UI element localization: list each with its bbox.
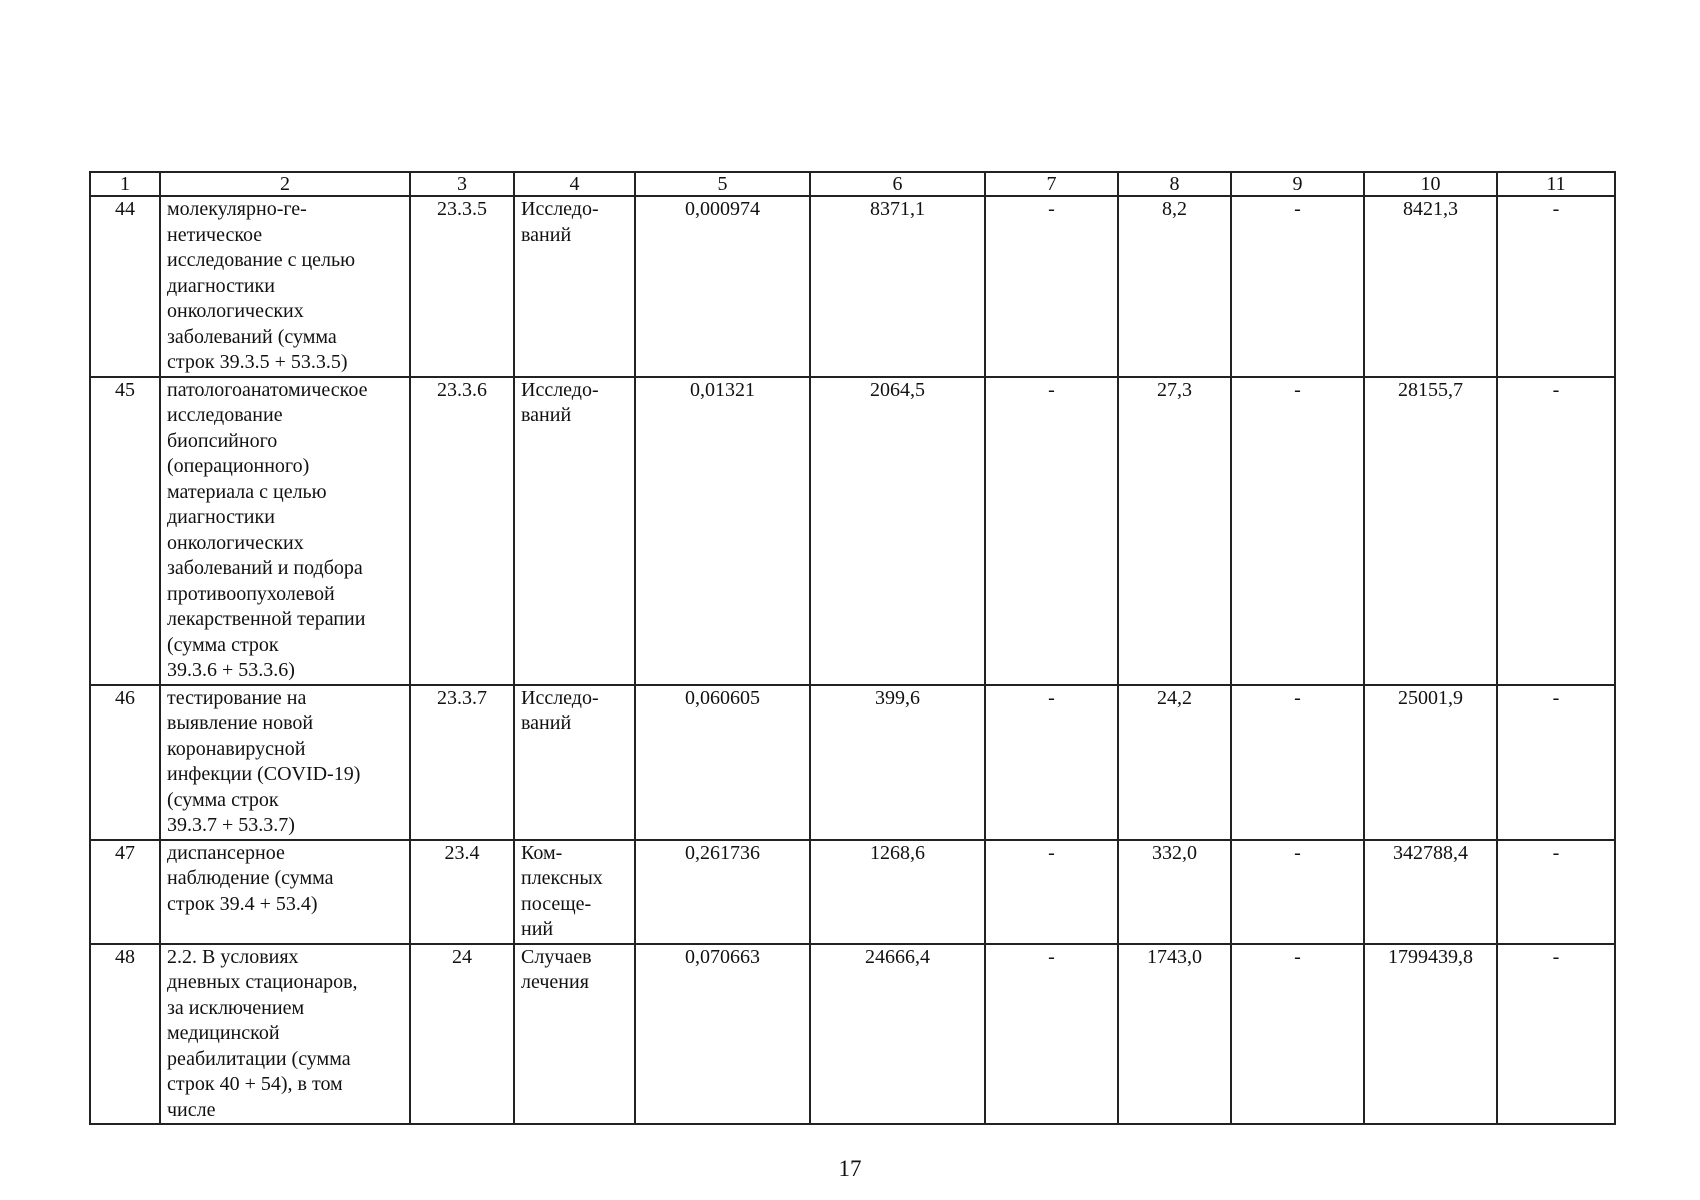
column-11-cell: - — [1497, 840, 1615, 944]
column-11-cell: - — [1497, 685, 1615, 840]
column-9-cell: - — [1231, 840, 1364, 944]
row-code-cell: 24 — [410, 944, 514, 1125]
column-10-cell: 1799439,8 — [1364, 944, 1497, 1125]
header-cell: 3 — [410, 172, 514, 196]
column-9-cell: - — [1231, 377, 1364, 685]
column-5-cell: 0,070663 — [635, 944, 810, 1125]
row-code-cell: 23.4 — [410, 840, 514, 944]
column-7-cell: - — [985, 840, 1118, 944]
column-6-cell: 1268,6 — [810, 840, 985, 944]
row-number-cell: 45 — [90, 377, 160, 685]
row-number-cell: 48 — [90, 944, 160, 1125]
page-number: 17 — [838, 1156, 862, 1181]
column-7-cell: - — [985, 685, 1118, 840]
column-6-cell: 8371,1 — [810, 196, 985, 377]
indicator-name-cell: 2.2. В условиях дневных стационаров, за исключением медицинской реабилитации (сумма строк 40 + 54), в том числе — [160, 944, 410, 1125]
column-10-cell: 342788,4 — [1364, 840, 1497, 944]
unit-cell: Исследо- ваний — [514, 685, 635, 840]
column-10-cell: 25001,9 — [1364, 685, 1497, 840]
indicator-name-cell: диспансерное наблюдение (сумма строк 39.4 + 53.4) — [160, 840, 410, 944]
column-11-cell: - — [1497, 377, 1615, 685]
indicator-name-cell: патологоанатомическое исследование биопсийного (операционного) материала с целью диагностики онкологических заболеваний и подбора противоопухолевой лекарственной терапии (сумма строк 39.3.6 + 53.3.6) — [160, 377, 410, 685]
unit-cell: Случаев лечения — [514, 944, 635, 1125]
column-7-cell: - — [985, 377, 1118, 685]
column-6-cell: 399,6 — [810, 685, 985, 840]
column-8-cell: 1743,0 — [1118, 944, 1231, 1125]
header-cell: 2 — [160, 172, 410, 196]
data-table — [89, 171, 1616, 1125]
column-5-cell: 0,060605 — [635, 685, 810, 840]
column-5-cell: 0,261736 — [635, 840, 810, 944]
row-number-cell: 44 — [90, 196, 160, 377]
header-cell: 5 — [635, 172, 810, 196]
column-8-cell: 332,0 — [1118, 840, 1231, 944]
unit-cell: Исследо- ваний — [514, 196, 635, 377]
header-cell: 11 — [1497, 172, 1615, 196]
unit-cell: Ком- плексных посеще- ний — [514, 840, 635, 944]
column-6-cell: 24666,4 — [810, 944, 985, 1125]
table-row — [90, 196, 1615, 377]
column-7-cell: - — [985, 196, 1118, 377]
column-8-cell: 27,3 — [1118, 377, 1231, 685]
row-code-cell: 23.3.7 — [410, 685, 514, 840]
column-9-cell: - — [1231, 196, 1364, 377]
column-6-cell: 2064,5 — [810, 377, 985, 685]
table-row — [90, 944, 1615, 1125]
table-row — [90, 685, 1615, 840]
column-9-cell: - — [1231, 944, 1364, 1125]
row-code-cell: 23.3.5 — [410, 196, 514, 377]
column-8-cell: 24,2 — [1118, 685, 1231, 840]
indicator-name-cell: молекулярно-ге- нетическое исследование с целью диагностики онкологических заболеваний (сумма строк 39.3.5 + 53.3.5) — [160, 196, 410, 377]
table-row — [90, 377, 1615, 685]
header-cell: 8 — [1118, 172, 1231, 196]
header-cell: 1 — [90, 172, 160, 196]
header-cell: 7 — [985, 172, 1118, 196]
column-11-cell: - — [1497, 196, 1615, 377]
table-row — [90, 840, 1615, 944]
header-cell: 4 — [514, 172, 635, 196]
column-9-cell: - — [1231, 685, 1364, 840]
column-10-cell: 8421,3 — [1364, 196, 1497, 377]
column-5-cell: 0,000974 — [635, 196, 810, 377]
indicator-name-cell: тестирование на выявление новой коронавирусной инфекции (COVID-19) (сумма строк 39.3.7 + 53.3.7) — [160, 685, 410, 840]
column-8-cell: 8,2 — [1118, 196, 1231, 377]
row-number-cell: 47 — [90, 840, 160, 944]
column-10-cell: 28155,7 — [1364, 377, 1497, 685]
row-number-cell: 46 — [90, 685, 160, 840]
column-11-cell: - — [1497, 944, 1615, 1125]
column-5-cell: 0,01321 — [635, 377, 810, 685]
header-cell: 6 — [810, 172, 985, 196]
row-code-cell: 23.3.6 — [410, 377, 514, 685]
column-7-cell: - — [985, 944, 1118, 1125]
unit-cell: Исследо- ваний — [514, 377, 635, 685]
header-cell: 9 — [1231, 172, 1364, 196]
table-header-row — [90, 172, 1615, 196]
header-cell: 10 — [1364, 172, 1497, 196]
